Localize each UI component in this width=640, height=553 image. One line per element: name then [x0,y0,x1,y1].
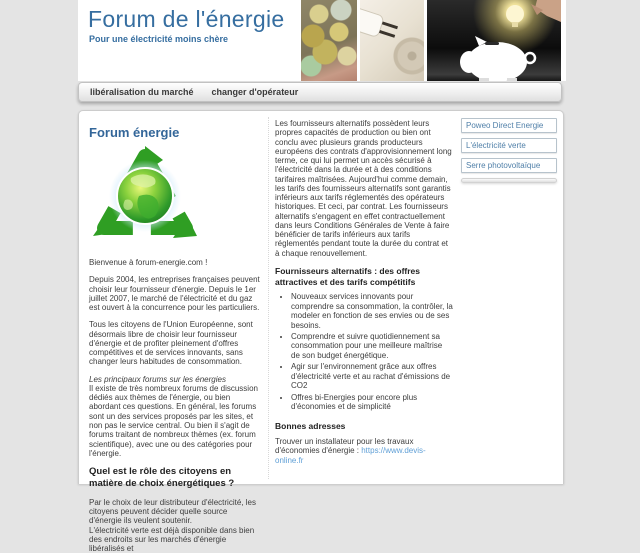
paragraph-citizens: Tous les citoyens de l'Union Européenne, sont désormais libre de choisir leur fournisseur d'énergie et de profiter pleinement d'offres compétitives et de services innovants, sans changer leurs habitudes de consommation. [89,320,253,367]
offers-item: • Offres bi-Energies pour encore plus d'économies et de simplicité [291,393,453,412]
middle-column [275,119,453,465]
nav-item-changer-operateur[interactable]: changer d'opérateur [211,87,299,97]
sidebar [461,118,559,183]
sidebar-link-electricite-verte[interactable]: L'électricité verte [461,138,557,153]
paragraph-forums: Il existe de très nombreux forums de discussion dédiés aux thèmes de l'énergie, ou bien abordant ces questions. En général, les forums sont un des services proposés par les sites, et non pas le service central. Ou bien il s'agit de forums traitant de nombreux thèmes (ex. forum scientifique), avec une ou des catégories pour l'énergie. [89,383,258,458]
site-subtitle: Pour une électricité moins chère [89,34,229,44]
offers-heading: Fournisseurs alternatifs : des offres attractives et des tarifs compétitifs [275,265,421,287]
paragraph-suppliers: Les fournisseurs alternatifs possèdent leurs propres capacités de production ou bien ont conclu avec plusieurs grands producteurs européens des contrats d'approvisionnement long terme, ce qui lui permet un accès sécurisé à l'électricité dans la durée et à des conditions tarifaires maîtrisées. Aujourd'hui comme demain, les tarifs des fournisseurs alternatifs sont garantis inférieurs aux tarifs réglementés des opérateurs historiques. Et ceci, par contrat. Les fournisseurs alternatifs s'engagent en effet contractuellement dans leurs Conditions Générales de Vente à faire bénéficier de tarifs inférieurs aux tarifs réglementés pendant toute la durée du contrat et à chaque renouvellement. [275,119,452,258]
nav-item-liberalisation[interactable]: libéralisation du marché [90,87,194,97]
addresses-heading: Bonnes adresses [275,421,346,432]
addresses-text: Trouver un installateur pour les travaux d'économies d'énergie : [275,437,414,456]
main-nav [78,82,562,102]
page-title: Forum énergie [89,125,180,140]
left-column [89,117,269,553]
forums-subtitle: Les principaux forums sur les énergies [89,374,226,384]
header [78,0,566,81]
offers-item: • Comprendre et suivre quotidiennement sa consommation pour une meilleure maîtrise de son budget énergétique. [291,332,453,360]
offers-item: • Nouveaux services innovants pour comprendre sa consommation, la contrôler, la modeler en fonction de ses envies ou de ses besoins. [291,292,453,330]
site-title: Forum de l'énergie [88,6,285,32]
question-heading: Quel est le rôle des citoyens en matière de choix énergétiques ? [89,466,235,489]
devis-online-link[interactable]: https://www.devis-online.fr [275,446,426,465]
paragraph-answer-1: Par le choix de leur distributeur d'électricité, les citoyens peuvent décider quelle source d'énergie ils veulent soutenir. [89,497,256,526]
plug-photo [360,0,424,81]
offers-list [275,292,453,411]
coins-photo [301,0,357,81]
sidebar-divider [461,178,557,183]
recycle-globe-logo [89,144,201,252]
paragraph-answer-2: L'électricité verte est déjà disponible dans bien des endroits sur les marchés d'énergie libéralisés et [89,525,255,553]
welcome-line: Bienvenue à forum-energie.com ! [89,258,208,267]
main-content [78,110,564,553]
paragraph-history: Depuis 2004, les entreprises françaises peuvent choisir leur fournisseur d'énergie. Depuis le 1er juillet 2007, le marché de l'électricité et du gaz est ouvert à la concurrence pour les particuliers. [89,275,260,313]
offers-item: • Agir sur l'environnement grâce aux offres d'électricité verte et au rachat d'émissions de CO2 [291,362,453,390]
piggy-bank-photo [427,0,561,81]
header-photo-strip [301,0,561,81]
sidebar-link-poweo[interactable]: Poweo Direct Energie [461,118,557,133]
addresses-paragraph [275,437,453,465]
page-container [78,0,566,553]
sidebar-link-serre-photovoltaique[interactable]: Serre photovoltaïque [461,158,557,173]
